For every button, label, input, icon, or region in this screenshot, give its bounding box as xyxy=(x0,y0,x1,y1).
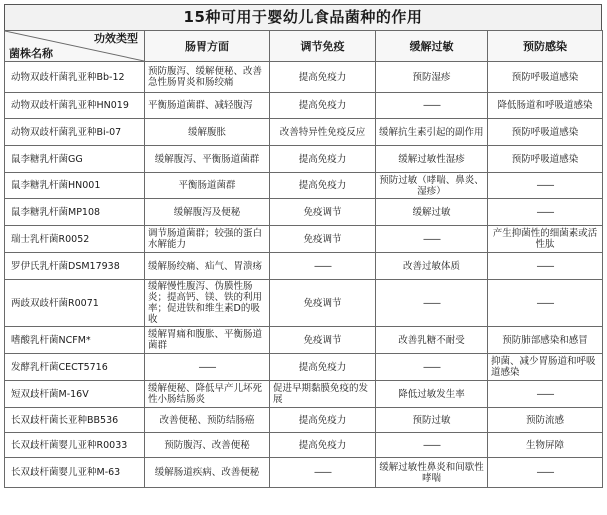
corner-header-cell xyxy=(5,31,145,62)
gut-effect-cell: 平衡肠道菌群 xyxy=(145,173,270,199)
gut-effect-cell: 缓解腹泻及便秘 xyxy=(145,199,270,226)
table-row xyxy=(5,119,603,146)
infection-effect-cell: —— xyxy=(488,458,603,488)
corner-label-effect-type: 功效类型 xyxy=(94,32,138,45)
table-row xyxy=(5,146,603,173)
allergy-effect-cell: 改善过敏体质 xyxy=(376,253,488,280)
gut-effect-cell: 改善便秘、预防结肠癌 xyxy=(145,408,270,433)
allergy-effect-cell: —— xyxy=(376,93,488,119)
table-row xyxy=(5,433,603,458)
strain-name-cell: 鼠李糖乳杆菌HN001 xyxy=(5,173,145,199)
allergy-effect-cell: 缓解过敏性湿疹 xyxy=(376,146,488,173)
infection-effect-cell: —— xyxy=(488,199,603,226)
gut-effect-cell: 缓解胃痛和腹胀、平衡肠道菌群 xyxy=(145,327,270,354)
infection-effect-cell: 预防流感 xyxy=(488,408,603,433)
probiotic-strain-table xyxy=(4,30,603,488)
table-row xyxy=(5,408,603,433)
allergy-effect-cell: 预防过敏（哮喘、鼻炎、湿疹） xyxy=(376,173,488,199)
strain-name-cell: 嗜酸乳杆菌NCFM* xyxy=(5,327,145,354)
immune-effect-cell: 提高免疫力 xyxy=(270,433,376,458)
strain-name-cell: 长双歧杆菌婴儿亚种M-63 xyxy=(5,458,145,488)
table-row xyxy=(5,93,603,119)
header-row xyxy=(5,31,603,62)
table-title: 15种可用于婴幼儿食品菌种的作用 xyxy=(4,4,602,30)
table-row xyxy=(5,226,603,253)
table-row xyxy=(5,173,603,199)
gut-effect-cell: 缓解慢性腹泻、伪膜性肠炎；提高钙、镁、铁的利用率；促进铁和维生素D的吸收 xyxy=(145,280,270,327)
table-row xyxy=(5,458,603,488)
immune-effect-cell: 提高免疫力 xyxy=(270,93,376,119)
infection-effect-cell: —— xyxy=(488,381,603,408)
strain-name-cell: 罗伊氏乳杆菌DSM17938 xyxy=(5,253,145,280)
immune-effect-cell: 提高免疫力 xyxy=(270,62,376,93)
column-header-immune: 调节免疫 xyxy=(270,31,376,62)
table-row xyxy=(5,381,603,408)
immune-effect-cell: 提高免疫力 xyxy=(270,354,376,381)
gut-effect-cell: 平衡肠道菌群、减轻腹泻 xyxy=(145,93,270,119)
strain-name-cell: 动物双歧杆菌乳亚种Bi-07 xyxy=(5,119,145,146)
allergy-effect-cell: —— xyxy=(376,280,488,327)
table-row xyxy=(5,62,603,93)
allergy-effect-cell: 改善乳糖不耐受 xyxy=(376,327,488,354)
column-header-gut: 肠胃方面 xyxy=(145,31,270,62)
immune-effect-cell: 提高免疫力 xyxy=(270,173,376,199)
strain-name-cell: 短双歧杆菌M-16V xyxy=(5,381,145,408)
table-row xyxy=(5,280,603,327)
allergy-effect-cell: —— xyxy=(376,433,488,458)
column-header-infection: 预防感染 xyxy=(488,31,603,62)
strain-name-cell: 动物双歧杆菌乳亚种HN019 xyxy=(5,93,145,119)
immune-effect-cell: —— xyxy=(270,253,376,280)
gut-effect-cell: —— xyxy=(145,354,270,381)
immune-effect-cell: 免疫调节 xyxy=(270,199,376,226)
gut-effect-cell: 缓解腹胀 xyxy=(145,119,270,146)
immune-effect-cell: 免疫调节 xyxy=(270,327,376,354)
immune-effect-cell: 促进早期黏膜免疫的发展 xyxy=(270,381,376,408)
immune-effect-cell: 免疫调节 xyxy=(270,226,376,253)
infection-effect-cell: 预防呼吸道感染 xyxy=(488,119,603,146)
immune-effect-cell: 提高免疫力 xyxy=(270,146,376,173)
infection-effect-cell: —— xyxy=(488,280,603,327)
strain-name-cell: 长双歧杆菌长亚种BB536 xyxy=(5,408,145,433)
strain-name-cell: 两歧双歧杆菌R0071 xyxy=(5,280,145,327)
allergy-effect-cell: 降低过敏发生率 xyxy=(376,381,488,408)
allergy-effect-cell: 缓解过敏 xyxy=(376,199,488,226)
gut-effect-cell: 预防腹泻、改善便秘 xyxy=(145,433,270,458)
allergy-effect-cell: 预防湿疹 xyxy=(376,62,488,93)
infection-effect-cell: —— xyxy=(488,253,603,280)
infection-effect-cell: 产生抑菌性的细菌素或活性肽 xyxy=(488,226,603,253)
immune-effect-cell: 提高免疫力 xyxy=(270,408,376,433)
table-row xyxy=(5,327,603,354)
gut-effect-cell: 调节肠道菌群；较强的蛋白水解能力 xyxy=(145,226,270,253)
infection-effect-cell: 降低肠道和呼吸道感染 xyxy=(488,93,603,119)
strain-name-cell: 瑞士乳杆菌R0052 xyxy=(5,226,145,253)
gut-effect-cell: 缓解肠绞痛、疝气、胃溃疡 xyxy=(145,253,270,280)
allergy-effect-cell: 预防过敏 xyxy=(376,408,488,433)
infection-effect-cell: 预防呼吸道感染 xyxy=(488,62,603,93)
table-row xyxy=(5,199,603,226)
strain-name-cell: 鼠李糖乳杆菌GG xyxy=(5,146,145,173)
gut-effect-cell: 缓解肠道疾病、改善便秘 xyxy=(145,458,270,488)
allergy-effect-cell: 缓解过敏性鼻炎和间歇性哮喘 xyxy=(376,458,488,488)
immune-effect-cell: —— xyxy=(270,458,376,488)
infection-effect-cell: 抑菌、减少胃肠道和呼吸道感染 xyxy=(488,354,603,381)
strain-name-cell: 发酵乳杆菌CECT5716 xyxy=(5,354,145,381)
gut-effect-cell: 预防腹泻、缓解便秘、改善急性肠胃炎和肠绞痛 xyxy=(145,62,270,93)
table-row xyxy=(5,354,603,381)
column-header-allergy: 缓解过敏 xyxy=(376,31,488,62)
strain-name-cell: 长双歧杆菌婴儿亚种R0033 xyxy=(5,433,145,458)
allergy-effect-cell: 缓解抗生素引起的副作用 xyxy=(376,119,488,146)
corner-label-strain-name: 菌株名称 xyxy=(9,47,53,60)
infection-effect-cell: 生物屏障 xyxy=(488,433,603,458)
strain-name-cell: 动物双歧杆菌乳亚种Bb-12 xyxy=(5,62,145,93)
infection-effect-cell: —— xyxy=(488,173,603,199)
immune-effect-cell: 改善特异性免疫反应 xyxy=(270,119,376,146)
table-row xyxy=(5,253,603,280)
infection-effect-cell: 预防呼吸道感染 xyxy=(488,146,603,173)
infection-effect-cell: 预防肺部感染和感冒 xyxy=(488,327,603,354)
gut-effect-cell: 缓解便秘、降低早产儿坏死性小肠结肠炎 xyxy=(145,381,270,408)
immune-effect-cell: 免疫调节 xyxy=(270,280,376,327)
strain-name-cell: 鼠李糖乳杆菌MP108 xyxy=(5,199,145,226)
gut-effect-cell: 缓解腹泻、平衡肠道菌群 xyxy=(145,146,270,173)
allergy-effect-cell: —— xyxy=(376,226,488,253)
allergy-effect-cell: —— xyxy=(376,354,488,381)
